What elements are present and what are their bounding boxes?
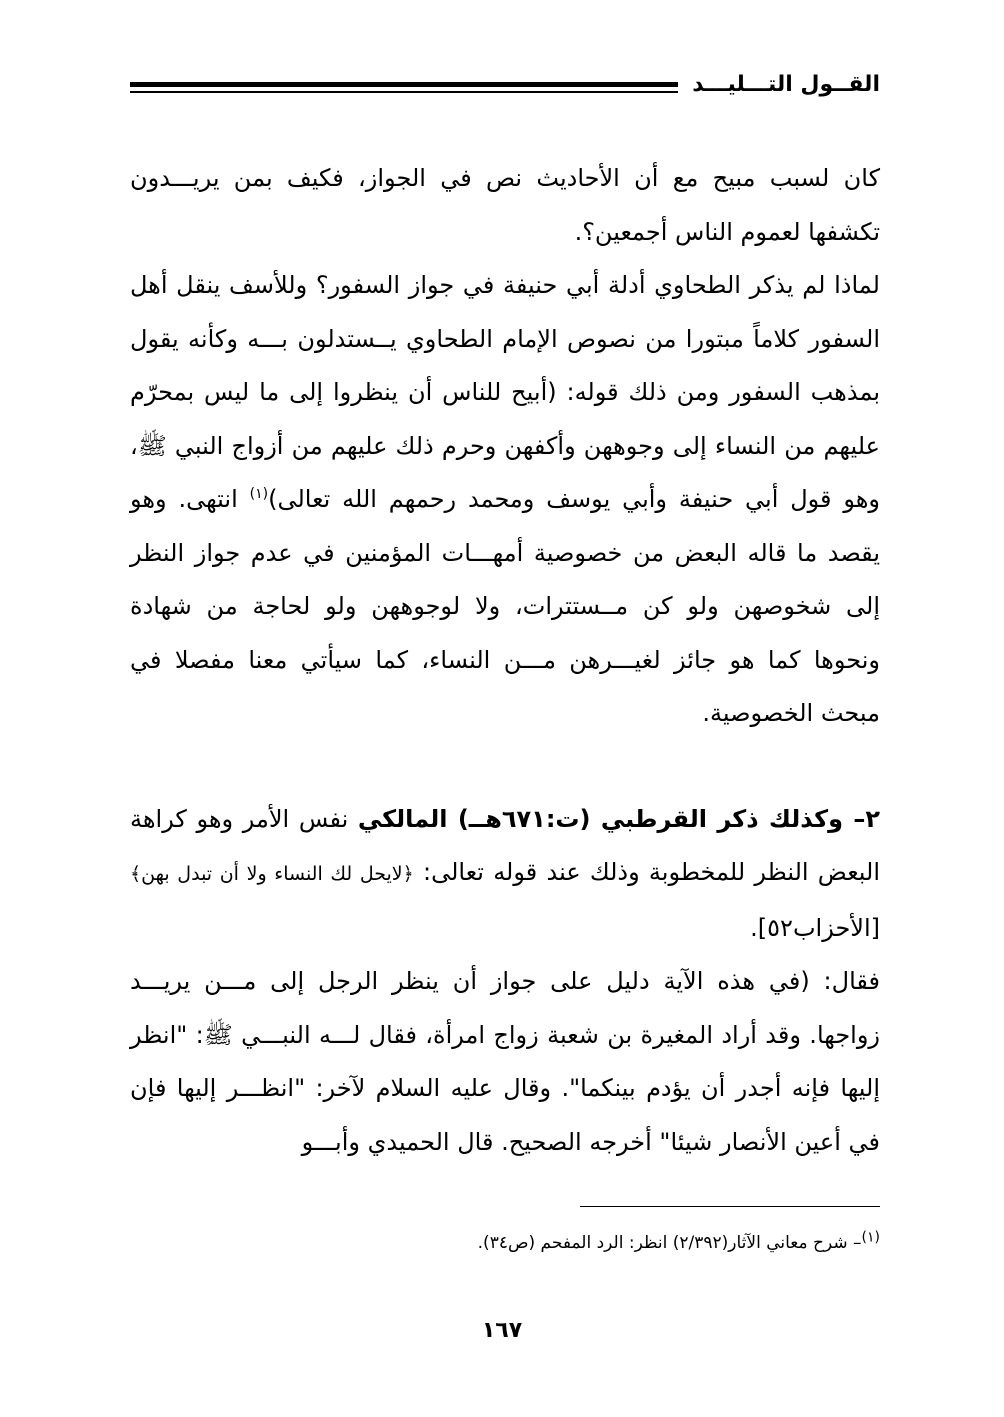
header-rule-thick xyxy=(130,82,678,87)
surah-reference: [الأحزاب٥٢]. xyxy=(750,913,880,942)
footnote-reference[interactable]: (١) xyxy=(249,486,269,502)
paragraph-3-text: نفس الأمر وهو كراهة البعض النظر للمخطوبة وذلك عند قوله تعالى: xyxy=(130,804,881,886)
paragraph-1: كان لسبب مبيح مع أن الأحاديث نص في الجواز، فكيف بمن يريـــدون تكشفها لعموم الناس أجمعين؟. xyxy=(130,164,880,246)
section-lead: ٢– وكذلك ذكر القرطبي (ت:٦٧١هــ) المالكي xyxy=(357,804,880,833)
paragraph-2 xyxy=(130,259,880,741)
page-header xyxy=(130,68,880,108)
paragraph-3 xyxy=(130,793,880,956)
footnote xyxy=(130,1231,880,1255)
footnote-text: – شرح معاني الآثار(٢/٣٩٢) انظر: الرد المفحم (ص٣٤). xyxy=(477,1233,862,1253)
quran-quote: ﴿لايحل لك النساء ولا أن تبدل بهن﴾ xyxy=(130,863,414,885)
body-text xyxy=(130,152,880,1169)
running-header-title: القــول التـــليـــد xyxy=(692,72,880,97)
footnote-marker: (١) xyxy=(861,1229,880,1246)
footnote-separator xyxy=(580,1206,880,1207)
header-rule-thin xyxy=(130,91,678,93)
page-number: ١٦٧ xyxy=(481,1318,523,1343)
paragraph-gap xyxy=(130,741,880,793)
paragraph-2-text: لماذا لم يذكر الطحاوي أدلة أبي حنيفة في جواز السفور؟ وللأسف ينقل أهل السفور كلاماً مبتورا من نصوص الإمام الطحاوي يــستدلون بـــه وكأنه يقول بمذهب السفور ومن ذلك قوله: (أبيح للناس أن ينظروا إلى ما ليس بمحرّم عليهم من النساء إلى وجوههن وأكفهن وحرم ذلك عليهم من أزواج النبي ﷺ، وهو قول أبي حنيفة وأبي يوسف ومحمد رحمهم الله تعالى) xyxy=(130,271,880,513)
paragraph-4: فقال: (في هذه الآية دليل على جواز أن ينظر الرجل إلى مـــن يريـــد زواجها. وقد أراد المغيرة بن شعبة زواج امرأة، فقال لـــه النبـــي ﷺ: "انظر إليها فإنه أجدر أن يؤدم بينكما". وقال عليه السلام لآخر: "انظـــر إليها فإن في أعين الأنصار شيئا" أخرجه الصحيح. قال الحميدي وأبـــو xyxy=(130,967,880,1156)
paragraph-2-continuation: انتهى. وهو يقصد ما قاله البعض من خصوصية أمهـــات المؤمنين في عدم جواز النظر إلى شخوصهن ولو كن مــستترات، ولا لوجوههن ولو لحاجة من شهادة ونحوها كما هو جائز لغيـــرهن مـــن النساء، كما سيأتي معنا مفصلا في مبحث الخصوصية. xyxy=(130,485,880,727)
